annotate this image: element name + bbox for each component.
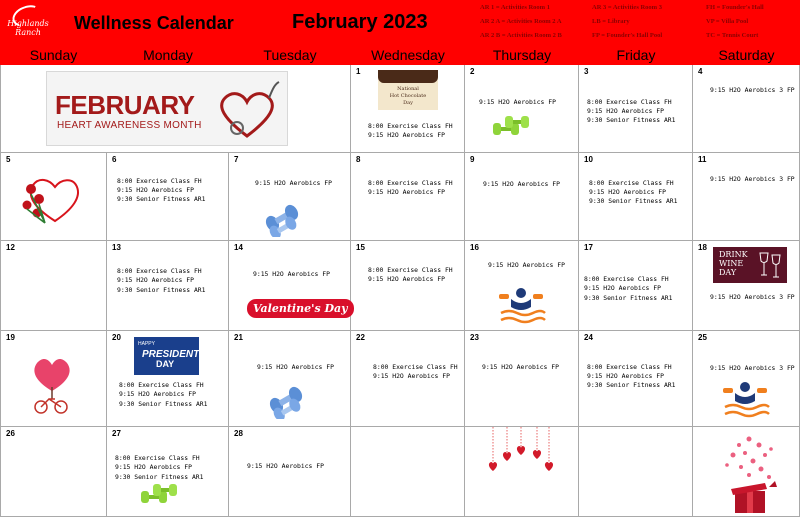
day-number: 3	[584, 67, 589, 76]
day-cell-25[interactable]	[693, 331, 800, 427]
event-senior-fitness: 9:30 Senior Fitness AR1	[589, 197, 678, 205]
event-senior-fitness: 9:30 Senior Fitness AR1	[117, 195, 206, 203]
day-number: 6	[112, 155, 117, 164]
day-number: 11	[698, 155, 707, 164]
day-number: 19	[6, 333, 15, 342]
event-exercise: 8:00 Exercise Class FH	[117, 177, 202, 185]
valentines-day-image: Valentine's Day	[247, 299, 354, 318]
day-number: 28	[234, 429, 243, 438]
day-number: 18	[698, 243, 707, 252]
event-senior-fitness: 9:30 Senior Fitness AR1	[117, 286, 206, 294]
event-aerobics: 9:15 H2O Aerobics FP	[119, 390, 196, 398]
water-aerobics-icon	[495, 285, 547, 325]
event-aerobics: 9:15 H2O Aerobics FP	[257, 363, 334, 371]
weekday-friday: Friday	[616, 47, 656, 63]
day-number: 14	[234, 243, 243, 252]
calendar-header	[0, 0, 800, 45]
weekday-saturday: Saturday	[718, 47, 775, 63]
legend-tc: TC = Tennis Court	[706, 32, 759, 39]
pres-line-2: PRESIDENTS	[142, 349, 206, 360]
day-cell-8[interactable]	[351, 153, 465, 241]
weekday-monday: Monday	[143, 47, 193, 63]
event-aerobics: 9:15 H2O Aerobics 3 FP	[710, 364, 795, 372]
event-aerobics: 9:15 H2O Aerobics FP	[368, 131, 445, 139]
day-cell-27[interactable]	[107, 427, 229, 517]
day-number: 1	[356, 67, 361, 76]
event-exercise: 8:00 Exercise Class FH	[368, 179, 453, 187]
day-cell-10[interactable]	[579, 153, 693, 241]
day-number: 2	[470, 67, 475, 76]
day-cell-11[interactable]	[693, 153, 800, 241]
banner-title: FEBRUARY	[55, 90, 195, 120]
wine-line-1: DRINK	[719, 250, 748, 259]
event-aerobics: 9:15 H2O Aerobics FP	[115, 463, 192, 471]
stethoscope-heart-icon	[213, 78, 287, 142]
calendar-title: Wellness Calendar	[74, 13, 234, 33]
weekday-wednesday: Wednesday	[371, 47, 445, 63]
banner-subtitle: HEART AWARENESS MONTH	[57, 120, 202, 131]
event-aerobics: 9:15 H2O Aerobics FP	[483, 180, 560, 188]
day-number: 22	[356, 333, 365, 342]
pres-line-3: DAY	[156, 359, 175, 369]
event-aerobics: 9:15 H2O Aerobics 3 FP	[710, 175, 795, 183]
event-exercise: 8:00 Exercise Class FH	[119, 381, 204, 389]
wine-line-2: WINE	[719, 259, 744, 268]
weekday-tuesday: Tuesday	[263, 47, 317, 63]
day-number: 27	[112, 429, 121, 438]
day-number: 13	[112, 243, 121, 252]
weekday-thursday: Thursday	[492, 47, 552, 63]
day-cell-14[interactable]	[229, 241, 351, 331]
day-number: 8	[356, 155, 361, 164]
day-cell-16[interactable]	[465, 241, 579, 331]
water-dumbbells-icon	[267, 381, 305, 419]
legend-ar2a: AR 2 A = Activities Room 2 A	[480, 18, 562, 25]
day-cell-20[interactable]	[107, 331, 229, 427]
event-aerobics: 9:15 H2O Aerobics FP	[368, 275, 445, 283]
event-exercise: 8:00 Exercise Class FH	[373, 363, 458, 371]
day-number: 26	[6, 429, 15, 438]
trailing-blank-cell-4	[693, 427, 800, 517]
event-exercise: 8:00 Exercise Class FH	[584, 275, 669, 283]
event-exercise: 8:00 Exercise Class FH	[368, 266, 453, 274]
water-aerobics-icon	[719, 379, 771, 419]
trailing-blank-cell-3	[579, 427, 693, 517]
day-number: 16	[470, 243, 479, 252]
event-aerobics: 9:15 H2O Aerobics FP	[587, 372, 664, 380]
event-exercise: 8:00 Exercise Class FH	[368, 122, 453, 130]
hot-chocolate-day-image	[378, 70, 438, 110]
choc-line-2: Hot Chocolate	[389, 93, 427, 99]
day-number: 7	[234, 155, 239, 164]
weekday-sunday: Sunday	[29, 47, 78, 63]
dumbbells-icon	[139, 483, 179, 505]
event-exercise: 8:00 Exercise Class FH	[117, 267, 202, 275]
event-aerobics: 9:15 H2O Aerobics FP	[373, 372, 450, 380]
event-aerobics: 9:15 H2O Aerobics FP	[247, 462, 324, 470]
day-cell-15[interactable]	[351, 241, 465, 331]
day-cell-24[interactable]	[579, 331, 693, 427]
choc-line-1: National	[397, 86, 419, 92]
day-cell-9[interactable]	[465, 153, 579, 241]
event-aerobics: 9:15 H2O Aerobics FP	[253, 270, 330, 278]
day-number: 25	[698, 333, 707, 342]
event-exercise: 8:00 Exercise Class FH	[589, 179, 674, 187]
event-senior-fitness: 9:30 Senior Fitness AR1	[587, 381, 676, 389]
community-logo	[6, 6, 50, 40]
event-aerobics: 9:15 H2O Aerobics FP	[482, 363, 559, 371]
legend-fh: FH = Founder's Hall	[706, 4, 764, 11]
pres-line-1: HAPPY	[138, 341, 155, 347]
heart-awareness-banner	[46, 71, 288, 146]
dumbbells-icon	[491, 115, 531, 137]
day-cell-6[interactable]	[107, 153, 229, 241]
legend-ar2b: AR 2 B = Activities Room 2 B	[480, 32, 562, 39]
day-cell-21[interactable]	[229, 331, 351, 427]
chocolate-drip-icon	[378, 70, 438, 83]
day-number: 5	[6, 155, 11, 164]
day-number: 9	[470, 155, 475, 164]
day-cell-2[interactable]	[465, 65, 579, 153]
choc-line-3: Day	[403, 100, 413, 106]
day-cell-7[interactable]	[229, 153, 351, 241]
day-cell-3[interactable]	[579, 65, 693, 153]
day-number: 23	[470, 333, 479, 342]
event-aerobics: 9:15 H2O Aerobics FP	[117, 186, 194, 194]
event-exercise: 8:00 Exercise Class FH	[115, 454, 200, 462]
legend-ar1: AR 1 = Activities Room 1	[480, 4, 550, 11]
day-cell-28[interactable]	[229, 427, 351, 517]
event-senior-fitness: 9:30 Senior Fitness AR1	[584, 294, 673, 302]
wine-line-3: DAY	[719, 268, 737, 277]
logo-line-1: Highlands	[7, 19, 49, 28]
event-exercise: 8:00 Exercise Class FH	[587, 363, 672, 371]
event-aerobics: 9:15 H2O Aerobics FP	[589, 188, 666, 196]
day-cell-4[interactable]	[693, 65, 800, 153]
calendar-grid	[0, 65, 800, 517]
event-senior-fitness: 9:30 Senior Fitness AR1	[587, 116, 676, 124]
gift-hearts-icon	[713, 429, 785, 515]
event-aerobics: 9:15 H2O Aerobics FP	[584, 284, 661, 292]
event-exercise: 8:00 Exercise Class FH	[587, 98, 672, 106]
day-number: 24	[584, 333, 593, 342]
day-number: 21	[234, 333, 243, 342]
event-aerobics: 9:15 H2O Aerobics FP	[117, 276, 194, 284]
day-number: 10	[584, 155, 593, 164]
event-senior-fitness: 9:30 Senior Fitness AR1	[119, 400, 208, 408]
event-aerobics: 9:15 H2O Aerobics FP	[488, 261, 565, 269]
day-number: 12	[6, 243, 15, 252]
roses-heart-icon	[15, 167, 85, 229]
trailing-blank-cell-2	[465, 427, 579, 517]
event-aerobics: 9:15 H2O Aerobics FP	[255, 179, 332, 187]
logo-line-2: Ranch	[15, 28, 41, 37]
day-cell-17[interactable]	[579, 241, 693, 331]
legend-ar3: AR 3 = Activities Room 3	[592, 4, 662, 11]
day-number: 4	[698, 67, 703, 76]
day-cell-13[interactable]	[107, 241, 229, 331]
water-dumbbells-icon	[263, 199, 301, 237]
trailing-blank-cell-1	[351, 427, 465, 517]
day-number: 17	[584, 243, 593, 252]
day-cell-23[interactable]	[465, 331, 579, 427]
legend-vp: VP = Villa Pool	[706, 18, 749, 25]
day-cell-19[interactable]	[0, 331, 107, 427]
event-aerobics: 9:15 H2O Aerobics FP	[587, 107, 664, 115]
event-aerobics: 9:15 H2O Aerobics FP	[479, 98, 556, 106]
day-cell-12[interactable]	[0, 241, 107, 331]
month-title: February 2023	[292, 11, 428, 33]
hanging-hearts-icon	[487, 427, 557, 477]
drink-wine-day-image	[713, 247, 787, 283]
event-senior-fitness: 9:30 Senior Fitness AR1	[115, 473, 204, 481]
day-cell-1[interactable]	[351, 65, 465, 153]
event-aerobics: 9:15 H2O Aerobics 3 FP	[710, 86, 795, 94]
event-aerobics: 9:15 H2O Aerobics FP	[368, 188, 445, 196]
event-aerobics: 9:15 H2O Aerobics 3 FP	[710, 293, 795, 301]
legend-fp: FP = Founder's Hall Pool	[592, 32, 663, 39]
day-cell-22[interactable]	[351, 331, 465, 427]
day-number: 15	[356, 243, 365, 252]
day-cell-18[interactable]	[693, 241, 800, 331]
presidents-day-image	[134, 337, 206, 375]
day-cell-26[interactable]	[0, 427, 107, 517]
weekday-header-row	[0, 45, 800, 65]
legend-lb: LB = Library	[592, 18, 630, 25]
wine-glasses-icon	[757, 251, 783, 279]
day-number: 20	[112, 333, 121, 342]
day-cell-5[interactable]	[0, 153, 107, 241]
heart-tree-bicycle-icon	[29, 353, 75, 415]
